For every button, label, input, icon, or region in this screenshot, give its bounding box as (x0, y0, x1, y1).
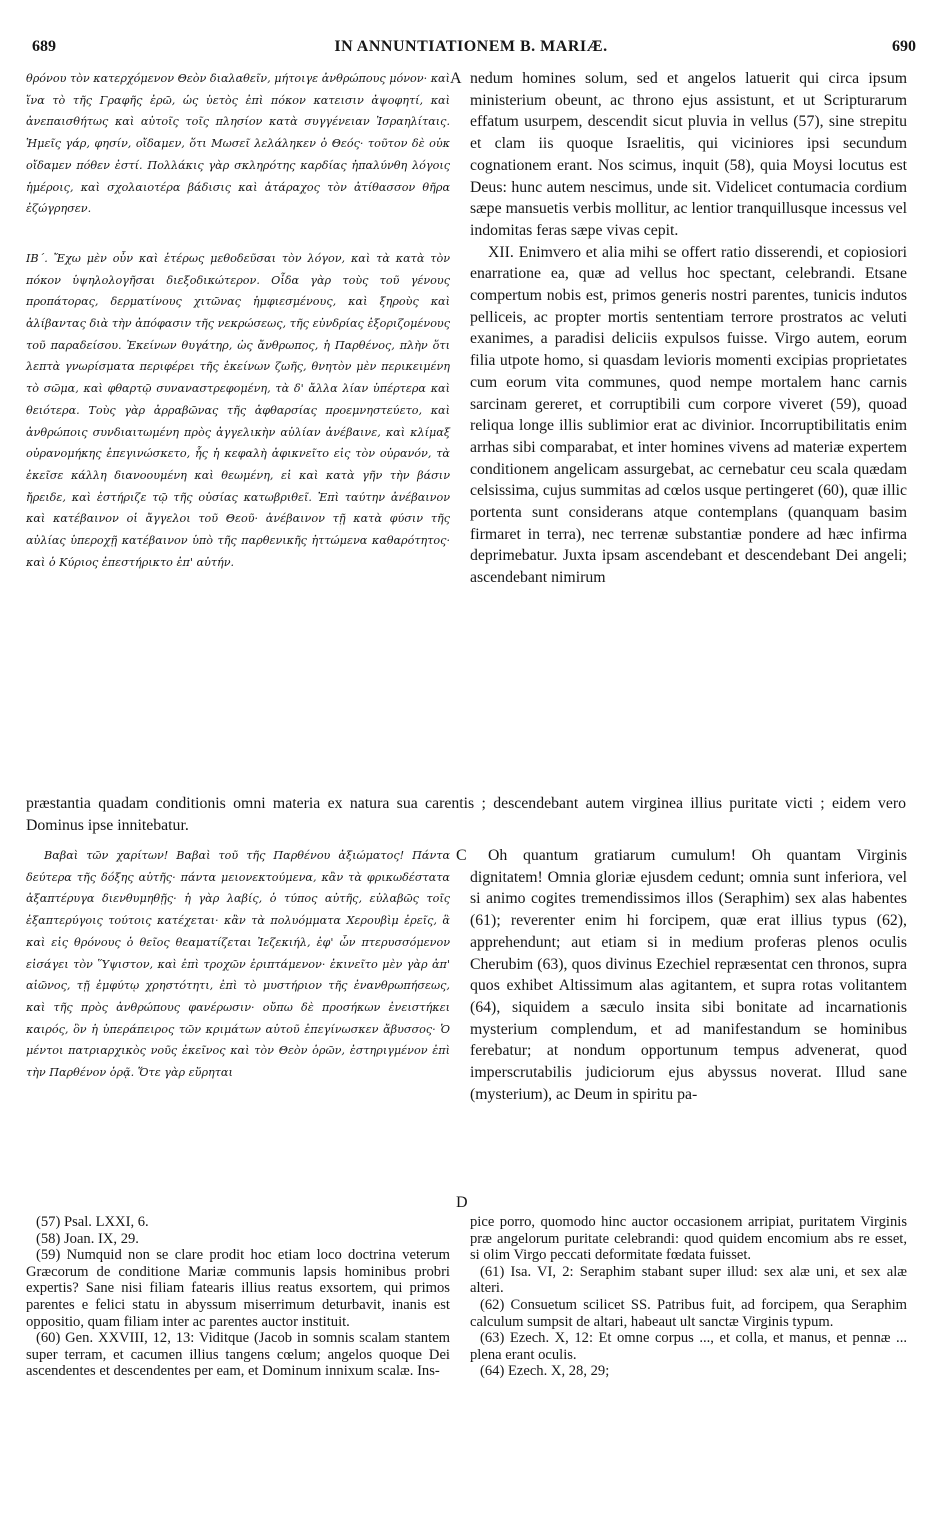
footnote: (60) Gen. XXVIII, 12, 13: Viditque (Jacob in somnis scalam stantem super terram, et cacumen illius tangens cœlum; angelos quoque Dei ascendentes et descendentes per eam, et Dominum innixum scalæ. Ins- (26, 1330, 450, 1380)
footnote: (57) Psal. LXXI, 6. (36, 1214, 149, 1230)
greek-paragraph: Βαβαὶ τῶν χαρίτων! Βαβαὶ τοῦ τῆς Παρθένου ἀξιώματος! Πάντα δεύτερα τῆς δόξης αὐτῆς· πάντα μειονεκτούμενα, κἂν τὰ φρικωδέστατα ἀξαπτέρυγα διενθυμηθῇς· ἡ γὰρ λαβίς, ὁ τύπος αὐτῆς, εὐλαβῶς τοῖς ἑξαπτερύγοις τούτοις κατέχεται· κἂν τὰ πολυόμματα Χερουβὶμ ἐρεῖς, ἃ καὶ εἰς θρόνους ὁ θεῖος θεαματίζεται Ἰεζεκιήλ, ἐφ' ὧν πτερυσσόμενον εἰσάγει τὸν Ὕψιστον, καὶ ἐπὶ τροχῶν ἐριπτάμενον· ἐκινεῖτο μὲν γὰρ ἀπ' αἰῶνος, τῇ ἐμφύτῳ χρηστότητι, ἐπὶ τὸ μυστήριον τῆς ἐνανθρωπήσεως, καὶ τῆς πρὸς ἀνθρώπους φανέρωσιν· οὔπω δὲ προσήκων ἐνειστήκει καιρός, ὃν ἡ ὑπεράπειρος τῶν κριμάτων αὐτοῦ ἐπεγίνωσκεν ἄβυσσος· Ὁ μέντοι πατριαρχικὸς νοῦς ἐκεῖνος καὶ τὸν Θεὸν ὁρῶν, ἐστηριγμένον ἐπὶ τὴν Παρθένον ὁρᾷ. Ὅτε γὰρ εὕρηται (26, 849, 450, 1080)
footnote: (59) Numquid non se clare prodit hoc etiam loco doctrina veterum Græcorum de conditione Mariæ communis lapsis hominibus probri expertis? Sane nisi filiam fatearis illius reatus exsortem, qui primos parentes e felici statu in abyssum miserrimum deturbavit, inanis est oppositio, quam filiam inter ac parentes auctor instituit. (26, 1247, 450, 1330)
greek-paragraph: ΙΒ΄. Ἔχω μὲν οὖν καὶ ἑτέρως μεθοδεῦσαι τὸν λόγον, καὶ τὰ κατὰ τὸν πόκον ὑψηλολογῆσαι διεξοδικώτερον. Οἶδα γὰρ τοὺς τοῦ γένους προπάτορας, δερματίνους χιτῶνας ἠμφιεσμένους, καὶ ξηροὺς καὶ ἀλίβαντας διὰ τὴν ἀπόφασιν τῆς νεκρώσεως, τῆς εὐνδρίας ἐξοριζομένους τοῦ παραδείσου. Ἐκείνων θυγάτηρ, ὡς ἄνθρωπος, ἡ Παρθένος, πλὴν ὅτι λεπτὰ γνωρίσματα περιφέρει τῆς ἐκείνων ζωῆς, θνητὸν μὲν περικειμένη τὸ σῶμα, καὶ φθαρτῷ συναναστρεφομένη, τὰ δ' ἄλλα λίαν ὑπέρτερα καὶ θειότερα. Τοὺς γὰρ ἀρραβῶνας τῆς ἀφθαρσίας προεμνηστεύετο, καὶ ἀνθρώποις συνδιαιτωμένη πρὸς ἀγγελικὴν αὐλίαν ἀνέβαινε, καὶ κλίμαξ οὐρανομήκης ἐπεγινώσκετο, ἧς ἡ κεφαλὴ ἀφικνεῖτο εἰς τὸν οὐρανόν, τὰ ἐκεῖσε κάλλη διανοουμένη καὶ θεωμένη, εἰ καὶ κατὰ γῆν τὴν βάσιν ἤρειδε, καὶ ἐστήριζε τῷ τῆς οὐσίας κατωβριθεῖ. Ἐπὶ ταύτην ἀνέβαινον καὶ κατέβαινον οἱ ἄγγελοι τοῦ Θεοῦ· ἀνέβαινον τῇ κατὰ φύσιν τῆς αὐλίας ὑπεροχῇ κατέβαινον ὑπὸ τῆς παρθενικῆς ἡττώμενα καθαρότητος· καὶ ὁ Κύριος ἐπεστήρικτο ἐπ' αὐτήν. (26, 251, 450, 569)
full-width-text (26, 793, 906, 836)
footnote: (61) Isa. VI, 2: Seraphim stabant super illud: sex alæ uni, et sex alæ alteri. (470, 1263, 907, 1297)
footnote: (64) Ezech. X, 28, 29; (480, 1363, 610, 1380)
margin-marker-a: A (450, 70, 462, 87)
footnote: (58) Joan. IX, 29. (36, 1230, 139, 1247)
margin-marker-c: C (456, 847, 467, 864)
latin-paragraph: nedum homines solum, sed et angelos latuerit qui circa ipsum ministerium obeunt, ac throno ejus assistunt, et ut Scripturarum effatum usurpem, descendit sicut pluvia in vellus (57), sine strepitu et clam iis quoque Israelitis, qui viciniores ipsi secundum cognationem erant. Nos scimus, inquit (58), quia Moysi locutus est Deus: hunc autem nescimus, unde sit. Videlicet contumacia cordium sæpe mansuetis verbis mollitur, ac lentior tranquillusque incessus vel indomitas feras sæpe vivas cepit. (470, 70, 907, 239)
full-width-paragraph: præstantia quadam conditionis omni materia ex natura sua carentis ; descendebant autem virginea illius puritate victi ; eidem vero Dominus ipse innitebatur. (26, 795, 906, 834)
greek-column-2 (26, 845, 450, 1084)
footnote: pice porro, quomodo hinc auctor occasionem arripiat, puritatem Virginis præ angelorum puritate celebrandi: quod quidem encomium abs re esset, si olim Virgo peccati deformitate fœdata fuisset. (470, 1214, 907, 1264)
running-header (26, 38, 916, 62)
latin-paragraph: Oh quantum gratiarum cumulum! Oh quantam Virginis dignitatem! Omnia gloriæ ejusdem cedunt; omnia sunt inferiora, vel si animo cogites tremendissimos illos (Seraphim) sex alas habentes (61); reverenter enim hi forcipem, quæ erat illius typus (62), apprehendunt; aut etiam si in medium proferas plenos oculis Cherubim (63), quos divinus Ezechiel repræsentat cen thronos, supra quos exhibet Altissimum alas agitantem, et supra rotas volitantem (64), siquidem a sæculo insita sibi bonitate ad incarnationis mysterium complendum, et ad manifestandum se hominibus ferebatur; at nondum opportunum tempus advenerat, quod imperscrutabilis judiciorum ejus abyssus noverat. Illud sane (mysterium), ac Deum in spiritu pa- (470, 847, 907, 1103)
running-title: IN ANNUNTIATIONEM B. MARIÆ. (334, 38, 608, 55)
footnotes-left (26, 1214, 450, 1380)
latin-column-2 (470, 845, 907, 1105)
footnote: (62) Consuetum scilicet SS. Patribus fuit, ad forcipem, qua Seraphim calculum sumpsit de altari, habeaut ult sanctæ Virginis typum. (470, 1296, 907, 1330)
footnotes-right (470, 1214, 907, 1380)
page-number-left: 689 (32, 38, 56, 55)
greek-paragraph: θρόνου τὸν κατερχόμενον Θεὸν διαλαθεῖν, μήτοιγε ἀνθρώπους μόνον· καὶ ἵνα τὸ τῆς Γραφῆς ἐρῶ, ὡς ὑετὸς ἐπὶ πόκον κατεισιν ἀψοφητί, καὶ ἀνεπαισθήτως καὶ αὐτοῖς τοῖς πλησίον κατὰ συγγένειαν Ἰσραηλίταις. Ἡμεῖς γάρ, φησίν, οἴδαμεν, ὅτι Μωσεῖ λελάληκεν ὁ Θεός· τοῦτον δὲ οὐκ οἴδαμεν πόθεν ἐστί. Πολλάκις γὰρ σκληρότης καρδίας ἠπαλύνθη λόγοις ἡμέροις, καὶ σχολαιοτέρα βάδισις καὶ ἀτάραχος τὸν ἀτίθασσον θῆρα ἐζώγρησεν. (26, 72, 450, 216)
footnote: (63) Ezech. X, 12: Et omne corpus ..., et colla, et manus, et pennæ ... plena erant oculis. (470, 1330, 907, 1363)
latin-paragraph: XII. Enimvero et alia mihi se offert ratio disserendi, et copiosiori enarratione ea, quæ ad vellus hoc spectant, celebrandi. Etsane compertum nobis est, primos generis nostri parentes, tunicis indutos pelliceis, ac propter mortis sententiam terrore prostratos ac veluti exanimes, a paradisi deliciis expulsos fuisse. Virgo autem, eorum filia utpote homo, si quasdam levioris momenti excipias proprietates cum eorum vita communes, quod nempe mortalem hanc carnis sarcinam gereret, et corruptibili cum corpore viveret (59), quoad reliqua longe illis sublimior erat ac divinior. Incorruptibilitatis enim arrhas sibi comparabat, et inter homines vivens ad materiæ expertem conditionem angelicam assurgebat, ac cernebatur ceu scala quædam celsissima, cujus summitas ad cœlos usque pertingeret (60), quæ illic portenta sunt considerans atque contemplans (quanquam basim firmaret in terra), nec terrenæ substantiæ pondere ad hæc infirma deprimebatur. Juxta ipsam ascendebant et descendebant Dei angeli; ascendebant nimirum (470, 243, 907, 587)
page-number-right: 690 (892, 38, 916, 55)
margin-marker-d: D (456, 1194, 468, 1211)
latin-column-1 (470, 68, 907, 589)
greek-column-1 (26, 68, 450, 573)
